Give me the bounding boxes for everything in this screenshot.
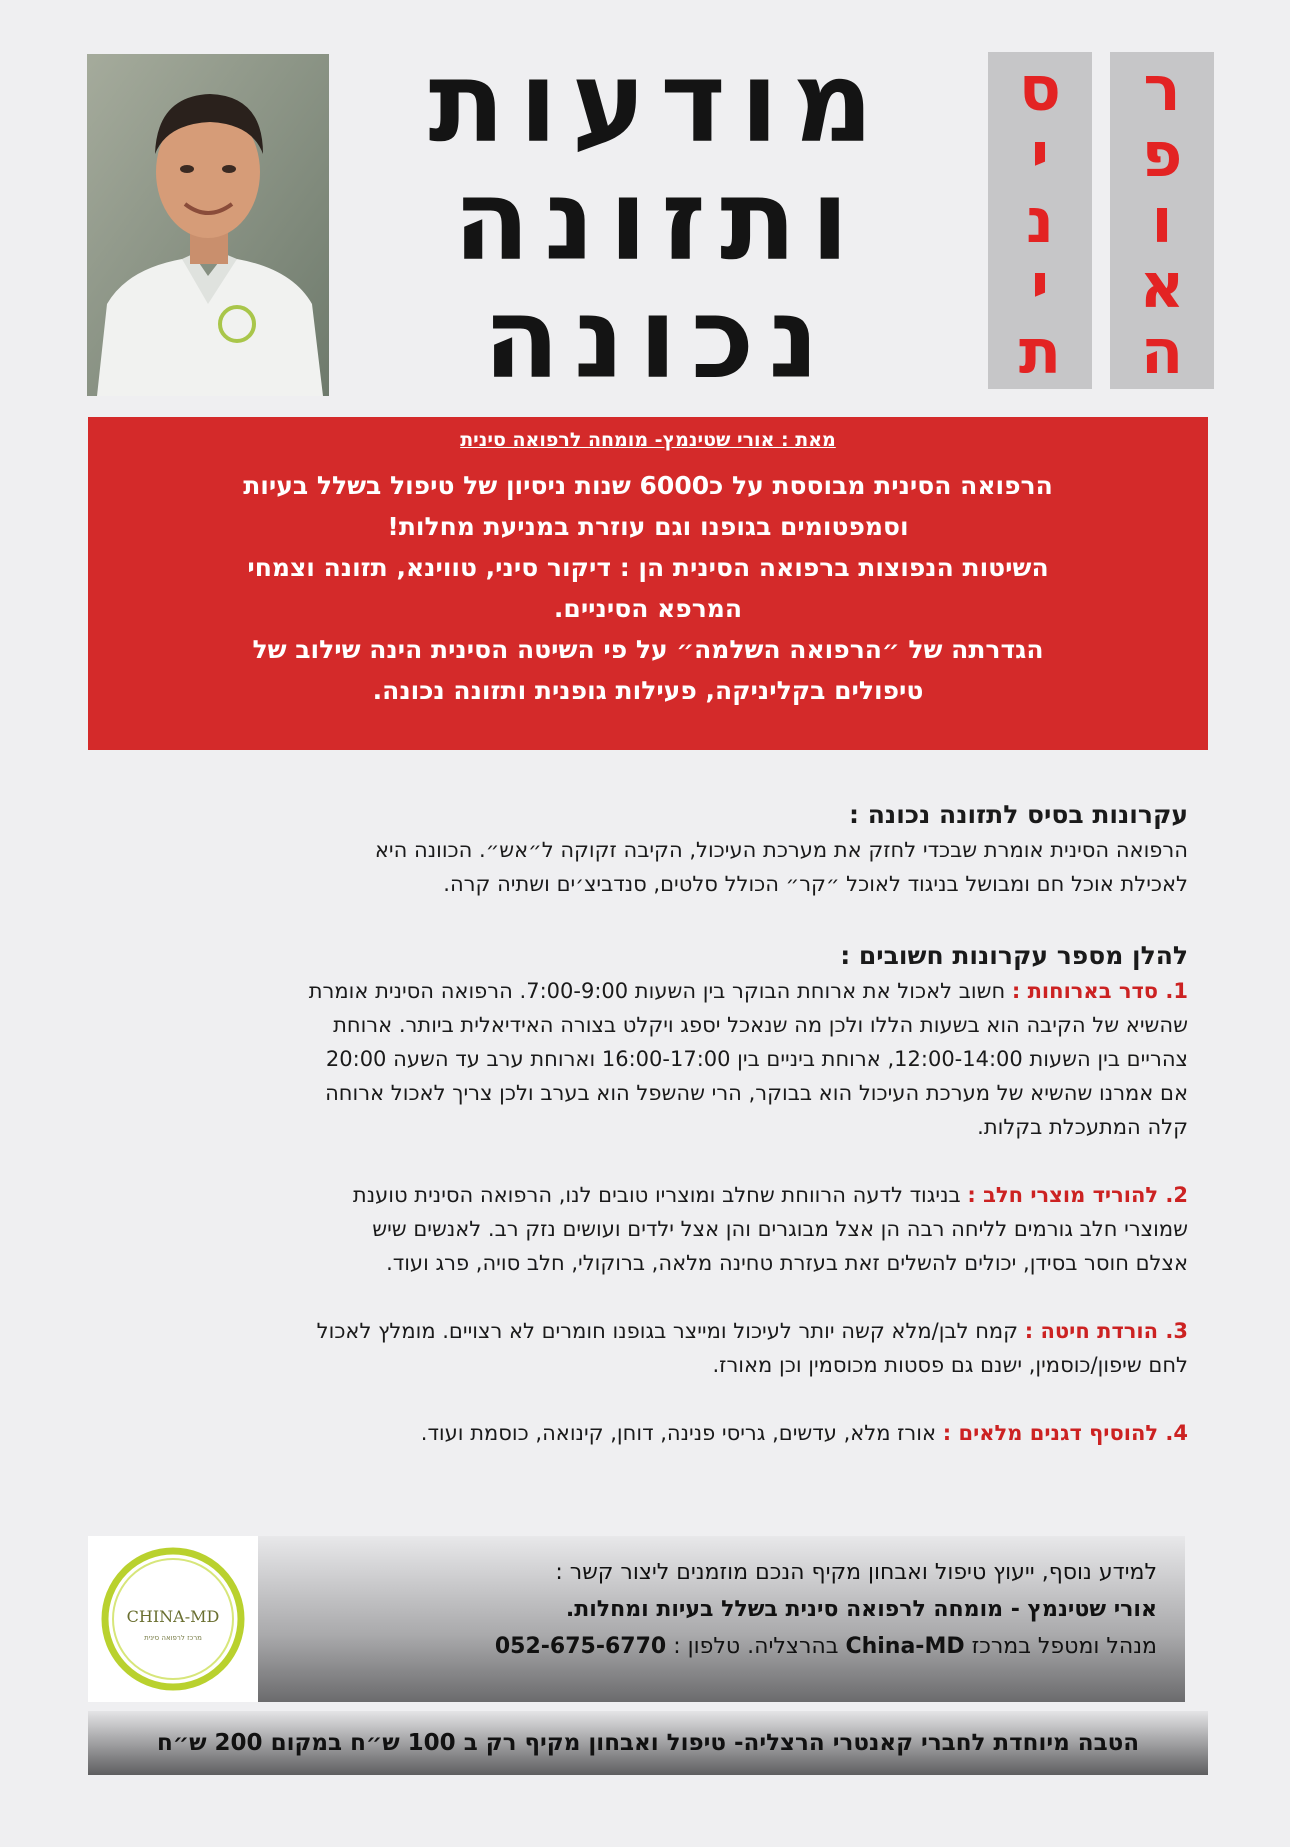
contact-line-1: למידע נוסף, ייעוץ טיפול ואבחון מקיף הנכם מוזמנים ליצור קשר : [555, 1560, 1157, 1585]
principle-label: 4. להוסיף דגנים מלאים : [942, 1421, 1188, 1445]
intro-box [88, 417, 1208, 750]
portrait-illustration [87, 54, 329, 396]
china-md-logo [88, 1536, 258, 1702]
principle-item [110, 1314, 1188, 1382]
contact-box [88, 1536, 1185, 1702]
principle-item [110, 1178, 1188, 1280]
title-letter: ת [1018, 315, 1062, 388]
headline-line-3: נכונה [482, 274, 834, 404]
principle-label: 1. סדר בארוחות : [1011, 979, 1188, 1003]
principle-text: חשוב לאכול את ארוחת הבוקר בין השעות 7:00-9:00. הרפואה הסינית אומרת שהשיא של הקיבה הוא בשעות הללו ולכן מה שנאכל יספג ויקלט בצורה האידיאלית ביותר. ארוחת צהריים בין השעות 12:00-14:00, ארוחת ביניים בין 16:00-17:00 וארוחת ערב עד השעה 20:00 אם אמרנו שהשיא של מערכת העיכול הוא בבוקר, הרי שהשפל הוא בערב ולכן צריך לאכול ארוחה קלה המתעכלת בקלות. [308, 979, 1188, 1139]
title-letter: פ [1141, 117, 1183, 191]
logo-ring-icon [94, 1540, 252, 1698]
title-letter: י [1030, 249, 1050, 323]
title-letter: ס [1018, 52, 1062, 125]
title-letter: ה [1140, 315, 1184, 388]
principle-item [110, 1416, 1188, 1450]
principles-title: להלן מספר עקרונות חשובים : [840, 941, 1188, 970]
principle-label: 2. להוריד מוצרי חלב : [967, 1183, 1188, 1207]
headline-line-2: ותזונה [453, 156, 863, 286]
basic-principles-text: הרפואה הסינית אומרת שבכדי לחזק את מערכת העיכול, הקיבה זקוקה ל״אש״. הכוונה היא לאכילת אוכל חם ומבושל בניגוד לאוכל ״קר״ הכולל סלטים, סנדביצ׳ים ושתיה קרה. [374, 838, 1188, 896]
author-portrait [87, 54, 329, 396]
title-letter: ר [1143, 52, 1181, 125]
phone-number[interactable]: 052-675-6770 [494, 1634, 667, 1659]
contact-line-3 [495, 1628, 1157, 1665]
principle-text: קמח לבן/מלא קשה יותר לעיכול ומייצר בגופנו חומרים לא רצויים. מומלץ לאכול לחם שיפון/כוסמין, ישנם גם פסטות מכוסמין וכן מאורז. [316, 1319, 1188, 1377]
intro-paragraph: הרפואה הסינית מבוססת על כ6000 שנות ניסיון של טיפול בשלל בעיות וסמפטומים בגופנו וגם עוזרת במניעת מחלות! השיטות הנפוצות ברפואה הסינית הן : דיקור סיני, טווינא, תזונה וצמחי המרפא הסיניים. הגדרתה של ״הרפואה השלמה״ על פי השיטה הסינית הינה שילוב של טיפולים בקליניקה, פעילות גופנית ותזונה נכונה. [243, 471, 1053, 705]
principle-item [110, 974, 1188, 1144]
title-column-left [988, 52, 1092, 389]
contact-phone-label: בהרצליה. טלפון : [673, 1634, 839, 1659]
contact-text [495, 1554, 1157, 1665]
title-column-right [1110, 52, 1214, 389]
title-letter: ו [1151, 183, 1173, 257]
contact-line-2: אורי שטינמץ - מומחה לרפואה סינית בשלל בעיות ומחלות. [565, 1597, 1157, 1622]
article-body [110, 800, 1188, 1450]
basic-principles-title: עקרונות בסיס לתזונה נכונה : [849, 800, 1188, 829]
principle-text: בניגוד לדעה הרווחת שחלב ומוצריו טובים לנו, הרפואה הסינית טוענת שמוצרי חלב גורמים לליחה רבה הן אצל מבוגרים והן אצל ילדים ועושים נזק רב. לאנשים שיש אצלם חוסר בסידן, יכולים להשלים זאת בעזרת טחינה מלאה, ברוקולי, חלב סויה, פרג ועוד. [352, 1183, 1188, 1275]
principle-label: 3. הורדת חיטה : [1024, 1319, 1188, 1343]
title-letter: נ [1025, 183, 1055, 257]
author-byline: מאת : אורי שטינמץ- מומחה לרפואה סינית [460, 429, 836, 451]
offer-banner: הטבה מיוחדת לחברי קאנטרי הרצליה- טיפול ואבחון מקיף רק ב 100 ש״ח במקום 200 ש״ח [88, 1711, 1208, 1775]
title-letter: א [1139, 249, 1185, 323]
clinic-brand: China-MD [845, 1634, 965, 1659]
logo-brand: CHINA-MD [126, 1607, 220, 1626]
headline-line-1: מודעות [428, 38, 888, 168]
title-letter: י [1030, 117, 1050, 191]
headline [408, 38, 908, 404]
principle-text: אורז מלא, עדשים, גריסי פנינה, דוחן, קינואה, כוסמת ועוד. [420, 1421, 937, 1445]
contact-clinic-label: מנהל ומטפל במרכז [971, 1634, 1157, 1659]
logo-tagline: מרכז לרפואה סינית [144, 1634, 202, 1642]
